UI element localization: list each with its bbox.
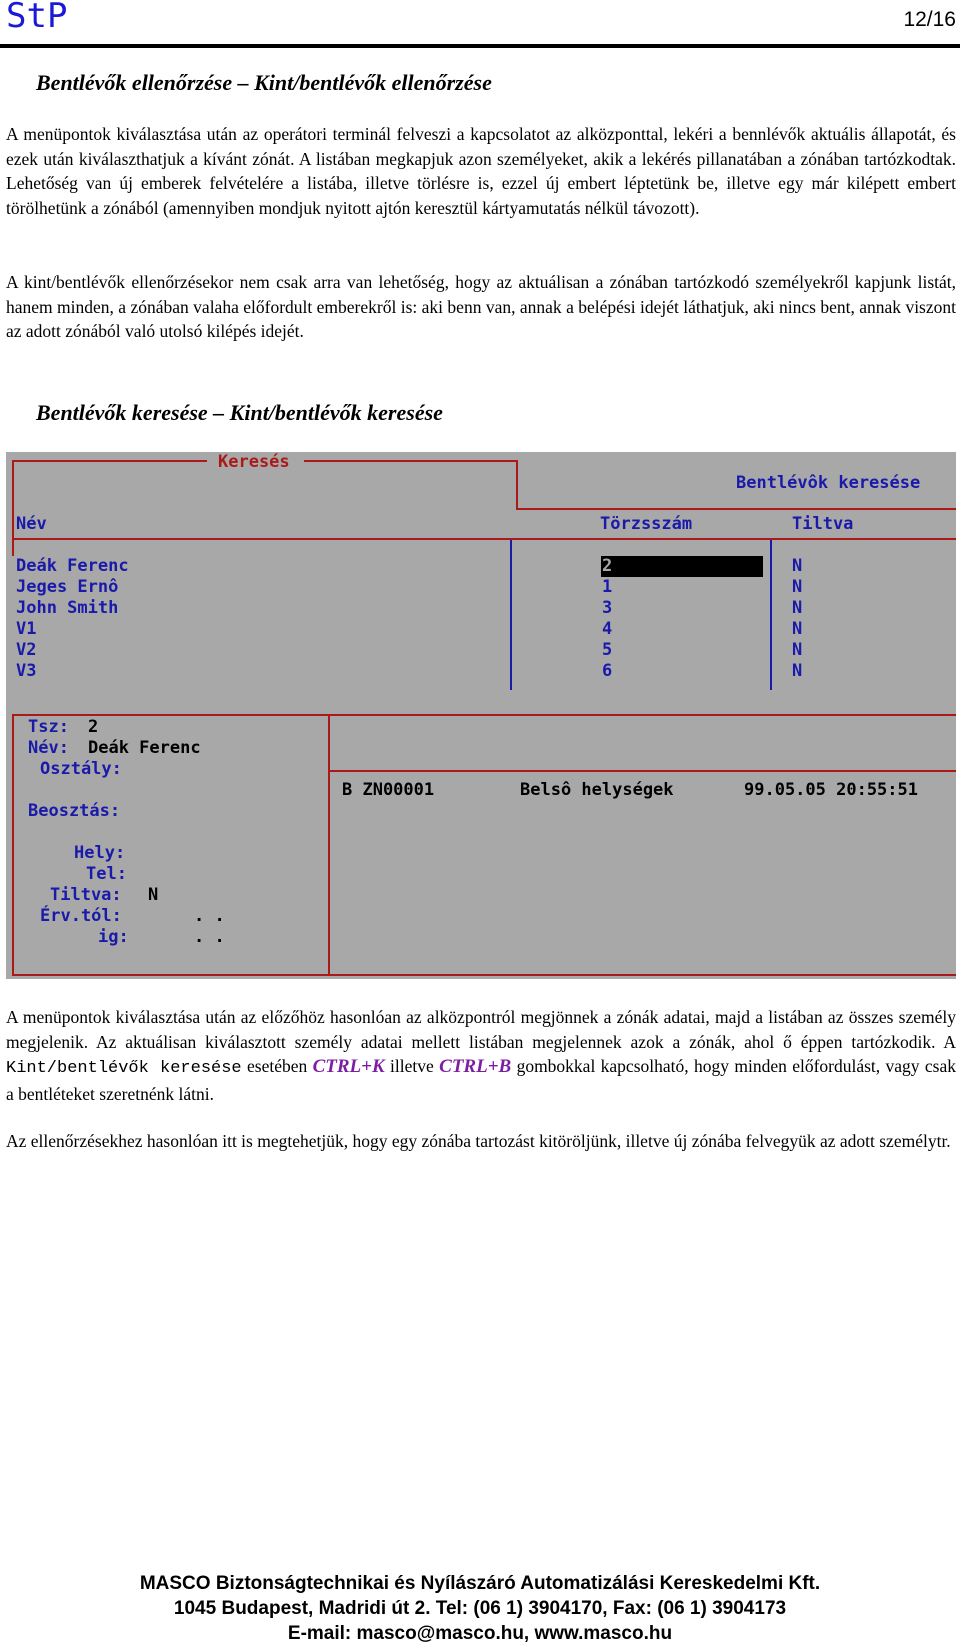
table-row-ban[interactable]: N — [792, 598, 803, 618]
zone-time[interactable]: 99.05.05 20:55:51 — [744, 780, 918, 800]
footer-company: MASCO Biztonságtechnikai és Nyílászáró Automatizálási Kereskedelmi Kft. — [139, 1573, 821, 1594]
ig-value: . . — [194, 927, 225, 947]
zone-code[interactable]: B ZN00001 — [342, 780, 435, 800]
footer-contact: E-mail: masco@masco.hu, www.masco.hu — [287, 1623, 673, 1644]
page-header — [0, 0, 960, 48]
paragraph-text: esetében — [241, 1056, 313, 1077]
title-box-line — [516, 508, 956, 510]
paragraph-text: gombokkal kapcsolható, hogy minden előfordulást, vagy csak a bentléteket szeretnénk látni. — [6, 1056, 957, 1104]
table-row-ban[interactable]: N — [792, 640, 803, 660]
tiltva-value: N — [148, 885, 159, 905]
ervtol-label: Érv.tól: — [40, 906, 122, 926]
zone-separator — [328, 770, 956, 772]
section-title-check: Bentlévők ellenőrzése – Kint/bentlévők ellenőrzése — [36, 70, 492, 95]
search-box-top-left — [12, 460, 207, 462]
details-divider — [328, 714, 330, 976]
screen-title: Bentlévôk keresése — [736, 473, 921, 493]
shortcut-ctrl-b: CTRL+B — [439, 1056, 512, 1078]
paragraph-search-2: Az ellenőrzésekhez hasonlóan itt is megtehetjük, hogy egy zónába tartozást kitöröljünk, illetve új zónába felvegyük az adott személytr. — [6, 1131, 951, 1151]
paragraph-text: illetve — [384, 1056, 440, 1077]
table-row-name[interactable]: Jeges Ernô — [16, 577, 119, 597]
hely-label: Hely: — [74, 843, 126, 863]
terminal-screen — [6, 452, 956, 979]
tsz-value: 2 — [88, 717, 99, 737]
column-header-ban: Tiltva — [792, 514, 854, 534]
nev-value: Deák Ferenc — [88, 738, 201, 758]
tel-label: Tel: — [86, 864, 127, 884]
column-header-id: Törzsszám — [600, 514, 693, 534]
company-logo: StP — [6, 0, 68, 36]
table-row-name[interactable]: V1 — [16, 619, 37, 639]
nev-label: Név: — [28, 738, 69, 758]
table-row-name[interactable]: V3 — [16, 661, 37, 681]
header-rule — [0, 44, 960, 48]
search-label: Keresés — [218, 452, 290, 472]
paragraph-check-2: A kint/bentlévők ellenőrzésekor nem csak arra van lehetőség, hogy az aktuálisan a zónában tartózkodó személyekről kapjunk listát, hanem minden, a zónában valaha előfordult emberekről is: aki benn van, annak a belépési idejét láthatjuk, aki nincs bent, annak viszont az adott zónából való utolsó kilépés idejét. — [6, 272, 956, 342]
column-separator-2 — [770, 540, 772, 690]
ervtol-value: . . — [194, 906, 225, 926]
table-row-name[interactable]: Deák Ferenc — [16, 556, 129, 576]
column-separator-1 — [510, 540, 512, 690]
details-top-line — [12, 714, 956, 716]
selected-row-highlight — [601, 556, 763, 577]
table-row-ban[interactable]: N — [792, 556, 803, 576]
search-box-top-right — [304, 460, 516, 462]
page-number: 12/16 — [903, 8, 956, 31]
table-row-name[interactable]: John Smith — [16, 598, 119, 618]
table-row-ban[interactable]: N — [792, 619, 803, 639]
menu-name-inline: Kint/bentlévők keresése — [6, 1059, 242, 1079]
table-row-name[interactable]: V2 — [16, 640, 37, 660]
table-row-id[interactable]: 3 — [602, 598, 613, 618]
header-separator — [12, 538, 956, 540]
table-row-id[interactable]: 5 — [602, 640, 613, 660]
section-title-search: Bentlévők keresése – Kint/bentlévők keresése — [36, 400, 443, 425]
details-bottom-line — [12, 974, 956, 976]
paragraph-search-1 — [6, 1005, 956, 1106]
paragraph-text: A menüpontok kiválasztása után az előzőhöz hasonlóan az alközpontról megjönnek a zónák adatai, majd a listában az összes személy megjelenik. Az aktuálisan kiválasztott személy adatai mellett listában megjelennek azok a zónák, ahol ő éppen tartózkodik. A — [6, 1007, 956, 1052]
table-row-ban[interactable]: N — [792, 577, 803, 597]
search-box-right — [516, 460, 518, 508]
shortcut-ctrl-k: CTRL+K — [312, 1056, 385, 1078]
beosztas-label: Beosztás: — [28, 801, 121, 821]
search-box-left — [12, 460, 14, 556]
tiltva-label: Tiltva: — [50, 885, 122, 905]
details-left-line — [12, 714, 14, 976]
table-row-id[interactable]: 6 — [602, 661, 613, 681]
tsz-label: Tsz: — [28, 717, 69, 737]
ig-label: ig: — [98, 927, 129, 947]
table-row-id[interactable]: 2 — [602, 556, 613, 576]
osztaly-label: Osztály: — [40, 759, 122, 779]
column-header-name: Név — [16, 514, 47, 534]
paragraph-check-1: A menüpontok kiválasztása után az operátori terminál felveszi a kapcsolatot az alközponttal, lekéri a bennlévők aktuális állapotát, és ezek után kiválaszthatjuk a kívánt zónát. A listában megkapjuk azon személyeket, akik a lekérés pillanatában a zónában tartózkodtak. Lehetőség van új emberek felvételére a listába, illetve törlésre is, ezzel új embert léptetünk be, illetve egy már kilépett embert törölhetünk a zónából (amennyiben mondjuk nyitott ajtón keresztül kártyamutatás nélkül távozott). — [6, 124, 956, 218]
zone-name[interactable]: Belsô helységek — [520, 780, 674, 800]
footer-address: 1045 Budapest, Madridi út 2. Tel: (06 1) 3904170, Fax: (06 1) 3904173 — [173, 1598, 787, 1619]
table-row-id[interactable]: 1 — [602, 577, 613, 597]
table-row-ban[interactable]: N — [792, 661, 803, 681]
table-row-id[interactable]: 4 — [602, 619, 613, 639]
